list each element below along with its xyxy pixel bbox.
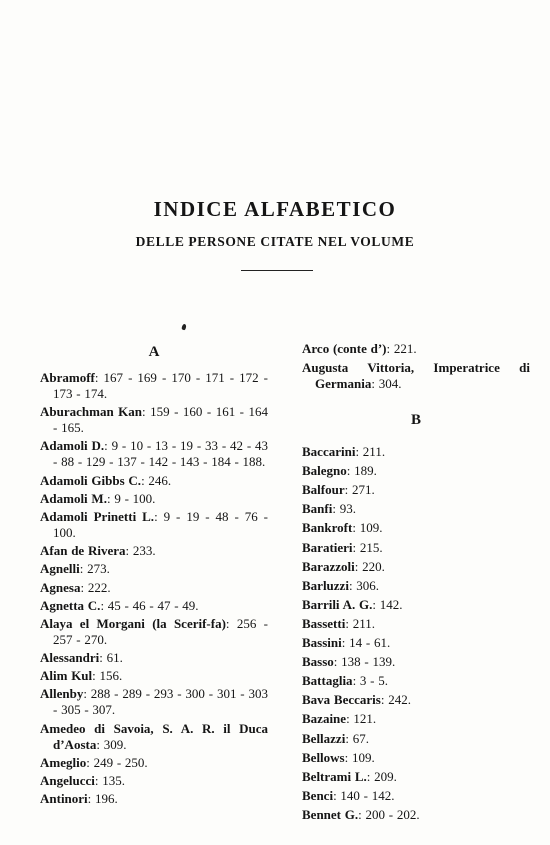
index-entry <box>40 438 268 470</box>
entry-name: Balfour <box>302 482 345 498</box>
index-entry <box>40 580 268 596</box>
index-entry <box>302 520 530 536</box>
entries-list-a <box>40 370 268 807</box>
entry-name: Abramoff <box>40 370 95 385</box>
entry-page-refs: : 304. <box>371 376 402 392</box>
entry-page-refs: : 220. <box>354 558 385 574</box>
entry-name: Battaglia <box>302 673 353 689</box>
index-entry <box>40 686 268 718</box>
section-letter-b: B <box>410 412 421 429</box>
index-entry <box>40 473 268 489</box>
index-entry <box>302 360 530 392</box>
entry-name: Adamoli Gibbs C. <box>40 472 142 488</box>
index-entry <box>302 482 530 498</box>
index-entry <box>302 788 530 804</box>
index-entry <box>40 773 268 789</box>
entries-list-b <box>302 444 530 823</box>
entry-page-refs: : 215. <box>352 539 383 555</box>
entry-page-refs: : 309. <box>96 736 127 752</box>
entry-page-refs: : 9 - 100. <box>106 490 156 506</box>
entry-name: Banfi <box>302 501 333 517</box>
entry-page-refs: : 156. <box>92 668 123 684</box>
entry-name: Baccarini <box>302 444 356 460</box>
entry-page-refs: : 273. <box>79 561 110 577</box>
index-entry <box>40 721 268 753</box>
entry-name: Alaya el Morgani (la Scerif-fa) <box>40 615 226 631</box>
index-column-right <box>302 341 530 826</box>
entry-name: Bazaine <box>302 711 347 727</box>
entry-page-refs: : 200 - 202. <box>358 806 420 822</box>
index-entry <box>302 807 530 823</box>
index-entry <box>302 559 530 575</box>
index-entry <box>40 491 268 507</box>
entry-name: Antinori <box>40 791 88 807</box>
entry-name: Alim Kul <box>40 668 93 684</box>
entry-name: Angelucci <box>40 773 95 788</box>
entry-page-refs: : 222. <box>80 579 111 595</box>
entry-name: Bassetti <box>302 615 346 631</box>
entry-name: Balegno <box>302 463 347 479</box>
entry-name: Adamoli Prinetti L. <box>40 508 155 524</box>
entry-page-refs: : 189. <box>346 463 377 479</box>
entries-list-a-continued <box>302 341 530 392</box>
index-entry <box>40 668 268 684</box>
entry-page-refs: : 271. <box>344 482 375 498</box>
index-entry <box>302 597 530 613</box>
index-entry <box>302 769 530 785</box>
entry-page-refs: : 242. <box>380 692 411 708</box>
index-entry <box>302 578 530 594</box>
entry-page-refs: : 14 - 61. <box>341 635 391 651</box>
entry-name: Basso <box>302 654 334 670</box>
entry-name: Benci <box>302 787 334 803</box>
index-entry <box>40 755 268 771</box>
index-entry <box>302 616 530 632</box>
entry-page-refs: : 45 - 46 - 47 - 49. <box>100 597 199 613</box>
entry-page-refs: : 109. <box>352 520 383 536</box>
index-entry <box>302 673 530 689</box>
entry-name: Arco (conte d’) <box>302 341 387 356</box>
entry-name: Barazzoli <box>302 558 355 574</box>
page-subtitle: DELLE PERSONE CITATE NEL VOLUME <box>135 234 415 249</box>
entry-page-refs: : 249 - 250. <box>86 754 148 770</box>
entry-name: Alessandri <box>40 650 100 666</box>
index-entry <box>40 598 268 614</box>
entry-name: Adamoli D. <box>40 438 105 454</box>
index-entry <box>302 731 530 747</box>
entry-name: Barrili A. G. <box>302 596 373 612</box>
index-entry <box>302 692 530 708</box>
entry-name: Bassini <box>302 635 342 651</box>
index-entry <box>302 750 530 766</box>
index-entry <box>302 341 530 357</box>
entry-page-refs: : 211. <box>355 444 386 460</box>
entry-page-refs: : 211. <box>345 615 375 631</box>
index-entry <box>40 404 268 436</box>
entry-name: Bellows <box>302 749 345 765</box>
entry-name: Baratieri <box>302 539 353 555</box>
index-entry <box>302 635 530 651</box>
entry-name: Augusta Vittoria, Imperatrice di Germania <box>302 360 530 392</box>
index-entry <box>40 791 268 807</box>
entry-page-refs: : 3 - 5. <box>352 673 389 689</box>
entry-name: Beltrami L. <box>302 768 367 784</box>
entry-page-refs: : 140 - 142. <box>333 787 395 803</box>
entry-name: Barluzzi <box>302 577 349 593</box>
entry-page-refs: : 167 - 169 - 170 - 171 - 172 - 173 - 174. <box>53 370 268 401</box>
entry-page-refs: : 209. <box>366 768 397 784</box>
entry-page-refs: : 138 - 139. <box>333 654 396 670</box>
index-entry <box>40 509 268 541</box>
index-entry <box>302 463 530 479</box>
entry-name: Agnesa <box>40 579 81 595</box>
entry-page-refs: : 109. <box>344 749 375 765</box>
index-entry <box>302 540 530 556</box>
entry-name: Bava Beccaris <box>302 692 381 708</box>
entry-name: Ameglio <box>40 754 87 770</box>
entry-name: Bellazzi <box>302 730 346 746</box>
index-entry <box>40 370 268 402</box>
entry-page-refs: : 9 - 19 - 48 - 76 - 100. <box>53 508 268 540</box>
index-entry <box>302 501 530 517</box>
entry-page-refs: : 61. <box>99 650 123 666</box>
entry-name: Bennet G. <box>302 806 359 822</box>
entry-page-refs: : 256 - 257 - 270. <box>53 615 268 647</box>
page-title: INDICE ALFABETICO <box>153 197 397 221</box>
entry-page-refs: : 233. <box>125 543 156 559</box>
entry-name: Amedeo di Savoia, S. A. R. il Duca d’Aosta <box>40 720 268 752</box>
entry-name: Afan de Rivera <box>40 543 126 559</box>
entry-name: Agnelli <box>40 561 80 577</box>
entry-page-refs: : 159 - 160 - 161 - 164 - 165. <box>53 404 268 436</box>
index-entry <box>40 650 268 666</box>
entry-name: Bankroft <box>302 520 353 536</box>
index-entry <box>40 561 268 577</box>
entry-page-refs: : 67. <box>345 730 369 746</box>
index-entry <box>40 616 268 648</box>
index-entry <box>40 543 268 559</box>
entry-page-refs: : 121. <box>346 711 377 727</box>
index-entry <box>302 711 530 727</box>
entry-name: Allenby <box>40 686 84 702</box>
entry-page-refs: : 288 - 289 - 293 - 300 - 301 - 303 - 305 - 307. <box>53 686 268 718</box>
entry-page-refs: : 142. <box>372 596 403 612</box>
entry-name: Adamoli M. <box>40 490 107 506</box>
index-entry <box>302 444 530 460</box>
entry-page-refs: : 221. <box>386 341 417 356</box>
entry-name: Aburachman Kan <box>40 404 143 420</box>
entry-name: Agnetta C. <box>40 597 101 613</box>
entry-page-refs: : 9 - 10 - 13 - 19 - 33 - 42 - 43 - 88 - 129 - 137 - 142 - 143 - 184 - 188. <box>53 438 268 470</box>
section-letter-a: A <box>148 344 160 360</box>
index-column-left <box>40 326 268 809</box>
title-divider <box>241 270 313 271</box>
index-entry <box>302 654 530 670</box>
entry-page-refs: : 306. <box>348 577 380 593</box>
entry-page-refs: : 93. <box>332 501 356 517</box>
entry-page-refs: : 246. <box>141 472 172 488</box>
entry-page-refs: : 196. <box>87 791 118 807</box>
entry-page-refs: : 135. <box>94 773 126 788</box>
